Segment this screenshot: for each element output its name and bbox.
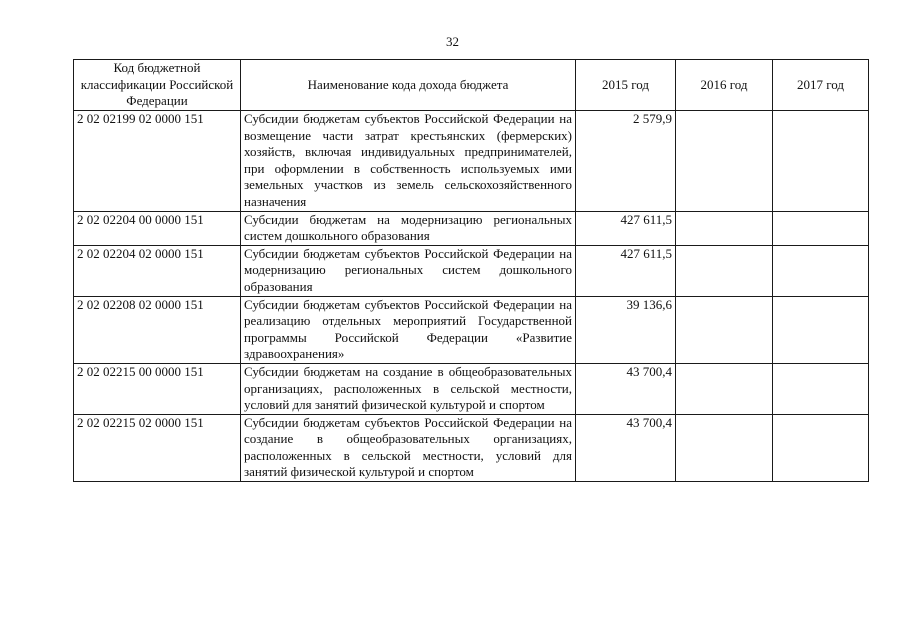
row-code: 2 02 02215 02 0000 151 [74, 414, 241, 481]
row-value-2017 [773, 296, 869, 363]
row-name-text: Субсидии бюджетам на создание в общеобразовательных организациях, расположенных в сельской местности, условий для занятий физической культурой и спортом [244, 363, 572, 413]
row-name [241, 296, 576, 363]
row-name-text: Субсидии бюджетам субъектов Российской Федерации на создание в общеобразовательных организациях, расположенных в сельской местности, условий для занятий физической культурой и спортом [244, 414, 572, 480]
row-name [241, 414, 576, 481]
row-code: 2 02 02204 00 0000 151 [74, 211, 241, 245]
row-value-2015: 2 579,9 [576, 111, 676, 212]
table-row [74, 111, 869, 212]
table-row [74, 363, 869, 414]
row-code: 2 02 02215 00 0000 151 [74, 363, 241, 414]
row-value-2015: 43 700,4 [576, 414, 676, 481]
header-year-2017: 2017 год [773, 60, 869, 111]
page-number: 32 [446, 34, 459, 49]
row-code: 2 02 02204 02 0000 151 [74, 245, 241, 296]
header-code: Код бюджетной классификации Российской Федерации [74, 60, 241, 111]
row-value-2015: 427 611,5 [576, 245, 676, 296]
row-value-2016 [676, 296, 773, 363]
table-row [74, 211, 869, 245]
table-row [74, 296, 869, 363]
row-value-2017 [773, 414, 869, 481]
row-name [241, 211, 576, 245]
row-name-text: Субсидии бюджетам субъектов Российской Федерации на возмещение части затрат крестьянских (фермерских) хозяйств, включая индивидуальных предпринимателей, при оформлении в собственность используемых ими земельных участков из земель сельскохозяйственного назначения [244, 111, 572, 209]
row-value-2015: 39 136,6 [576, 296, 676, 363]
row-name [241, 363, 576, 414]
row-value-2016 [676, 245, 773, 296]
header-name: Наименование кода дохода бюджета [241, 60, 576, 111]
row-value-2017 [773, 363, 869, 414]
row-name-text: Субсидии бюджетам на модернизацию региональных систем дошкольного образования [244, 211, 572, 244]
budget-income-table [73, 59, 869, 482]
header-year-2016: 2016 год [676, 60, 773, 111]
row-code: 2 02 02208 02 0000 151 [74, 296, 241, 363]
row-value-2017 [773, 245, 869, 296]
row-value-2016 [676, 414, 773, 481]
row-value-2017 [773, 111, 869, 212]
row-name [241, 111, 576, 212]
header-year-2015: 2015 год [576, 60, 676, 111]
table-row [74, 414, 869, 481]
row-name-text: Субсидии бюджетам субъектов Российской Федерации на модернизацию региональных систем дошкольного образования [244, 245, 572, 294]
row-value-2016 [676, 363, 773, 414]
row-value-2015: 427 611,5 [576, 211, 676, 245]
row-name-text: Субсидии бюджетам субъектов Российской Федерации на реализацию отдельных мероприятий Государственной программы Российской Федерации «Развитие здравоохранения» [244, 296, 572, 362]
row-name [241, 245, 576, 296]
table-row [74, 245, 869, 296]
row-value-2017 [773, 211, 869, 245]
row-code: 2 02 02199 02 0000 151 [74, 111, 241, 212]
row-value-2016 [676, 111, 773, 212]
row-value-2016 [676, 211, 773, 245]
row-value-2015: 43 700,4 [576, 363, 676, 414]
table-header-row [74, 60, 869, 111]
